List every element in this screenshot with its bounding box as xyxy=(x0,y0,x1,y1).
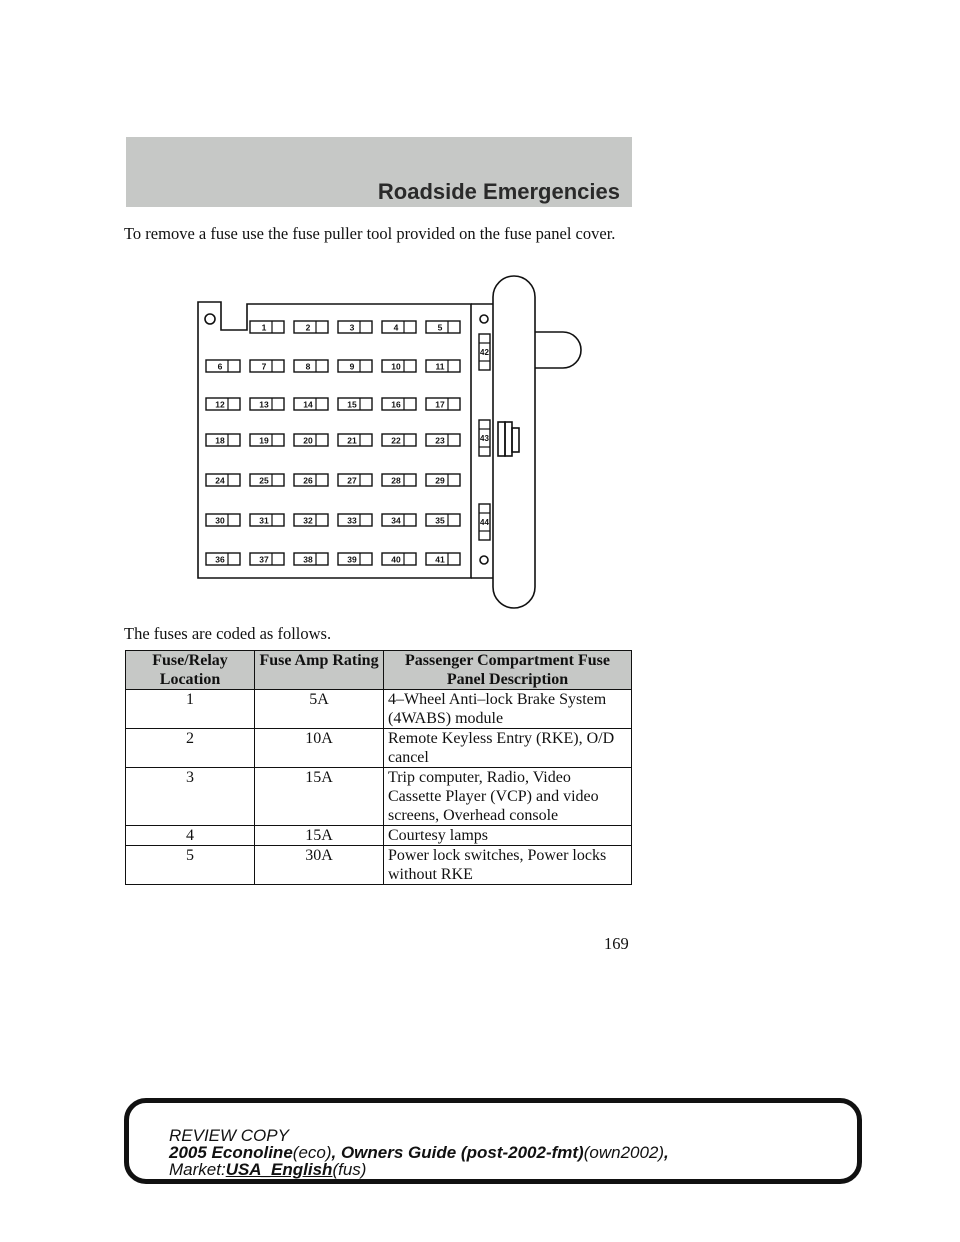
review-market-code: (fus) xyxy=(332,1160,367,1179)
fuse-label: 15 xyxy=(347,399,357,410)
fuse-35 xyxy=(426,514,460,526)
fuse-23 xyxy=(426,434,460,446)
fuse-36 xyxy=(206,553,240,565)
cell-amp: 15A xyxy=(255,768,384,826)
fuse-label: 25 xyxy=(259,475,269,486)
fuse-29 xyxy=(426,474,460,486)
fuse-30 xyxy=(206,514,240,526)
fuse-label: 8 xyxy=(305,361,311,372)
fuse-label: 39 xyxy=(347,554,357,565)
fuse-26 xyxy=(294,474,328,486)
fuse-31 xyxy=(250,514,284,526)
fuse-label: 24 xyxy=(215,475,225,486)
cell-location: 3 xyxy=(126,768,255,826)
fuse-16 xyxy=(382,398,416,410)
fuse-label: 4 xyxy=(393,322,399,333)
cell-amp: 15A xyxy=(255,826,384,846)
fuse-33 xyxy=(338,514,372,526)
relay-label: 44 xyxy=(480,518,489,527)
fuse-table xyxy=(125,650,632,885)
review-line-1: REVIEW COPY xyxy=(169,1126,289,1145)
review-copy-box xyxy=(124,1098,862,1184)
fuse-27 xyxy=(338,474,372,486)
col-header-location: Fuse/Relay Location xyxy=(126,651,255,690)
cell-amp: 5A xyxy=(255,690,384,729)
fuse-37 xyxy=(250,553,284,565)
fuse-label: 19 xyxy=(259,435,269,446)
relay-label: 42 xyxy=(480,348,489,357)
table-row xyxy=(126,826,632,846)
review-comma: , xyxy=(664,1143,669,1162)
review-model-code: (eco) xyxy=(292,1143,332,1162)
review-line-3 xyxy=(169,1161,669,1178)
fuse-label: 18 xyxy=(215,435,225,446)
fuse-38 xyxy=(294,553,328,565)
fuse-label: 27 xyxy=(347,475,357,486)
fuse-label: 13 xyxy=(259,399,269,410)
section-header-band xyxy=(126,137,632,207)
fuse-6 xyxy=(206,360,240,372)
cell-amp: 30A xyxy=(255,846,384,885)
fuse-label: 16 xyxy=(391,399,401,410)
cell-description: Trip computer, Radio, Video Cassette Player (VCP) and video screens, Overhead console xyxy=(384,768,632,826)
fuse-label: 11 xyxy=(435,361,445,372)
fuse-label: 2 xyxy=(305,322,311,333)
review-market: USA_English xyxy=(225,1160,333,1179)
fuse-label: 35 xyxy=(435,515,445,526)
relay-43 xyxy=(479,420,490,456)
table-header-row xyxy=(126,651,632,690)
fuse-20 xyxy=(294,434,328,446)
fuse-13 xyxy=(250,398,284,410)
fuse-label: 37 xyxy=(259,554,269,565)
fuse-label: 1 xyxy=(261,322,267,333)
fuse-3 xyxy=(338,321,372,333)
fuse-label: 6 xyxy=(217,361,223,372)
fuse-label: 12 xyxy=(215,399,225,410)
intro-paragraph: To remove a fuse use the fuse puller tool provided on the fuse panel cover. xyxy=(124,224,616,243)
cell-location: 5 xyxy=(126,846,255,885)
fuse-14 xyxy=(294,398,328,410)
cell-location: 1 xyxy=(126,690,255,729)
review-model: 2005 Econoline xyxy=(169,1143,293,1162)
fuse-2 xyxy=(294,321,328,333)
fuse-28 xyxy=(382,474,416,486)
fuse-label: 10 xyxy=(391,361,401,372)
fuse-label: 29 xyxy=(435,475,445,486)
fuse-label: 34 xyxy=(391,515,401,526)
cell-description: Courtesy lamps xyxy=(384,826,632,846)
fuse-25 xyxy=(250,474,284,486)
review-market-label: Market: xyxy=(169,1160,226,1179)
fuse-41 xyxy=(426,553,460,565)
fuse-21 xyxy=(338,434,372,446)
fuse-label: 33 xyxy=(347,515,357,526)
fuse-11 xyxy=(426,360,460,372)
fuse-label: 17 xyxy=(435,399,445,410)
fuse-label: 5 xyxy=(437,322,443,333)
fuse-15 xyxy=(338,398,372,410)
fuse-label: 9 xyxy=(349,361,355,372)
fuse-label: 31 xyxy=(259,515,269,526)
fuse-8 xyxy=(294,360,328,372)
fuse-label: 28 xyxy=(391,475,401,486)
cell-location: 2 xyxy=(126,729,255,768)
fuse-40 xyxy=(382,553,416,565)
cell-description: Remote Keyless Entry (RKE), O/D cancel xyxy=(384,729,632,768)
col-header-amp: Fuse Amp Rating xyxy=(255,651,384,690)
coded-intro-text: The fuses are coded as follows. xyxy=(124,624,332,643)
cell-location: 4 xyxy=(126,826,255,846)
page-number: 169 xyxy=(604,934,629,953)
fuse-label: 14 xyxy=(303,399,313,410)
fuse-label: 36 xyxy=(215,554,225,565)
fuse-9 xyxy=(338,360,372,372)
fuse-24 xyxy=(206,474,240,486)
fuse-label: 32 xyxy=(303,515,313,526)
table-row xyxy=(126,729,632,768)
fuse-12 xyxy=(206,398,240,410)
fuse-label: 26 xyxy=(303,475,313,486)
relay-42 xyxy=(479,334,490,370)
fuse-label: 40 xyxy=(391,554,401,565)
fuse-1 xyxy=(250,321,284,333)
fuse-5 xyxy=(426,321,460,333)
fuse-34 xyxy=(382,514,416,526)
section-title: Roadside Emergencies xyxy=(377,179,620,204)
table-row xyxy=(126,846,632,885)
review-guide-code: (own2002) xyxy=(583,1143,665,1162)
fuse-22 xyxy=(382,434,416,446)
fuse-10 xyxy=(382,360,416,372)
table-row xyxy=(126,690,632,729)
fuse-label: 38 xyxy=(303,554,313,565)
review-copy-text xyxy=(169,1127,669,1178)
fuse-label: 21 xyxy=(347,435,357,446)
cell-description: Power lock switches, Power locks without RKE xyxy=(384,846,632,885)
fuse-label: 23 xyxy=(435,435,445,446)
fuse-19 xyxy=(250,434,284,446)
table-row xyxy=(126,768,632,826)
review-line-2 xyxy=(169,1144,669,1161)
relay-44 xyxy=(479,504,490,540)
review-guide: , Owners Guide (post-2002-fmt) xyxy=(331,1143,584,1162)
fuse-label: 3 xyxy=(349,322,355,333)
col-header-description: Passenger Compartment Fuse Panel Description xyxy=(384,651,632,690)
fuse-18 xyxy=(206,434,240,446)
fuse-32 xyxy=(294,514,328,526)
cell-description: 4–Wheel Anti–lock Brake System (4WABS) module xyxy=(384,690,632,729)
fuse-panel-diagram xyxy=(195,272,595,612)
cell-amp: 10A xyxy=(255,729,384,768)
fuse-17 xyxy=(426,398,460,410)
fuse-label: 30 xyxy=(215,515,225,526)
relay-label: 43 xyxy=(480,434,489,443)
fuse-label: 41 xyxy=(435,554,445,565)
fuse-label: 22 xyxy=(391,435,401,446)
fuse-label: 7 xyxy=(261,361,267,372)
fuse-label: 20 xyxy=(303,435,313,446)
fuse-4 xyxy=(382,321,416,333)
fuse-7 xyxy=(250,360,284,372)
fuse-39 xyxy=(338,553,372,565)
